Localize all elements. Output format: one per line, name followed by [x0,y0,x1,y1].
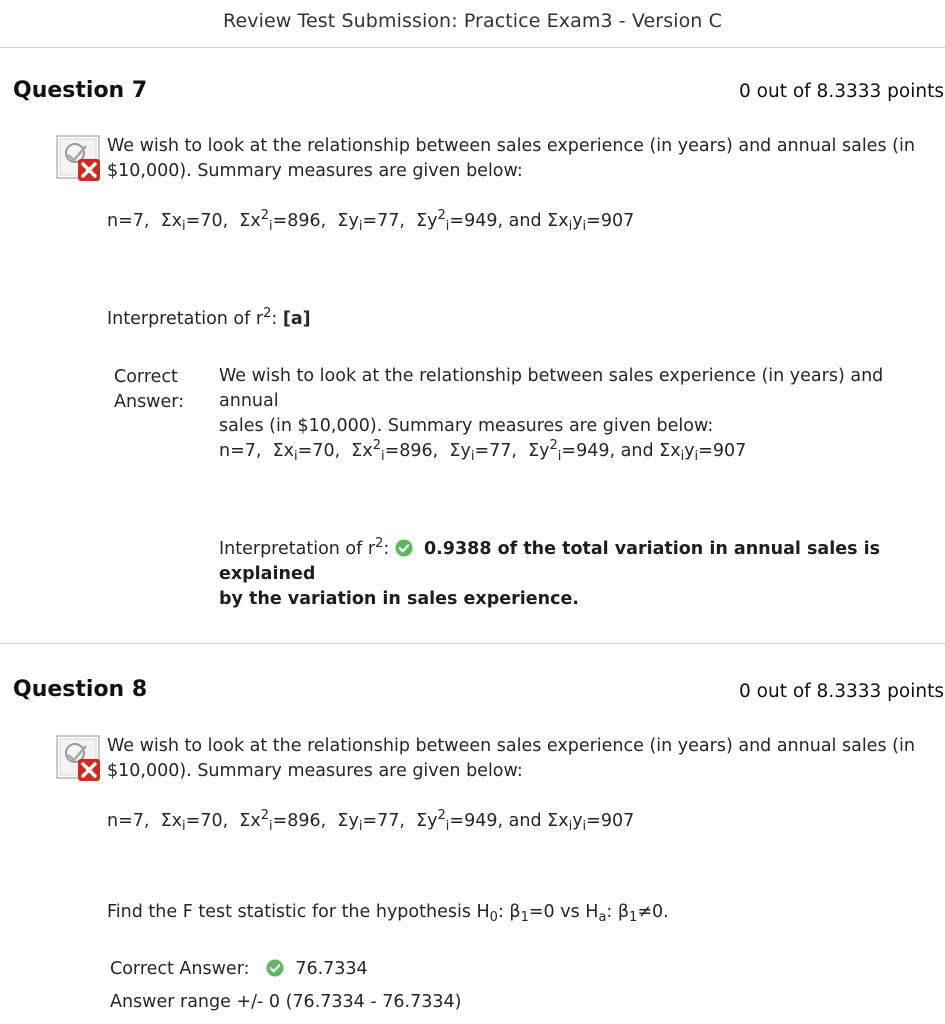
question-7-points: 0 out of 8.3333 points [739,81,944,102]
given-interpretation: Interpretation of $r^2$: [a] [107,306,311,329]
correct-answer-value: 76.7334 [295,959,368,979]
question-text-line: $10,000). Summary measures are given below: [107,161,523,181]
correct-answer-question-text: We wish to look at the relationship between sales experience (in years) and annual sales (in $10,000). Summary measures are given below: [219,366,884,436]
question-text-line: $10,000). Summary measures are given below: [107,761,523,781]
question-8-text [107,734,915,784]
check-icon [395,539,413,557]
page-title: Review Test Submission: Practice Exam3 - Version C [223,10,722,32]
title-divider [0,47,945,48]
given-answer: [a] [282,309,311,329]
correct-answer-row [110,957,368,982]
summary-stats: n=7, $\Sigma x_i=70$, $\Sigma x^2_i=896$, $\Sigma y_i=77$, $\Sigma y^2_i=949$, and $\Sigma x_iy_i=907$ [107,808,635,834]
hypothesis-prompt: Find the F test statistic for the hypothesis $H_0$: $\beta_1=0$ vs $H_a$: $\beta_1\ne 0$. [107,902,669,925]
question-7-title: Question 7 [13,78,148,103]
answer-range: Answer range +/- 0 (76.7334 - 76.7334) [110,992,462,1012]
correct-answer-summary-stats: n=7, $\Sigma x_i=70$, $\Sigma x^2_i=896$, $\Sigma y_i=77$, $\Sigma y^2_i=949$, and $\Sigma x_iy_i=907$ [219,438,747,464]
question-7-text [107,134,915,184]
question-text-line: We wish to look at the relationship between sales experience (in years) and annual sales (in [107,136,915,156]
question-8-points: 0 out of 8.3333 points [739,681,944,702]
incorrect-icon [54,733,104,783]
question-text-line: We wish to look at the relationship between sales experience (in years) and annual sales (in [107,736,915,756]
check-icon [266,959,284,977]
correct-interpretation: Interpretation of $r^2$: 0.9388 of the total variation in annual sales is explained by the variation in sales experience. [219,536,881,609]
correct-answer-label: Correct Answer: [110,959,250,979]
correct-answer-label: Correct Answer: [114,367,185,412]
question-divider [0,643,945,644]
question-8-title: Question 8 [13,677,148,702]
summary-stats: n=7, $\Sigma x_i=70$, $\Sigma x^2_i=896$, $\Sigma y_i=77$, $\Sigma y^2_i=949$, and $\Sigma x_iy_i=907$ [107,208,635,234]
incorrect-icon [54,133,104,183]
